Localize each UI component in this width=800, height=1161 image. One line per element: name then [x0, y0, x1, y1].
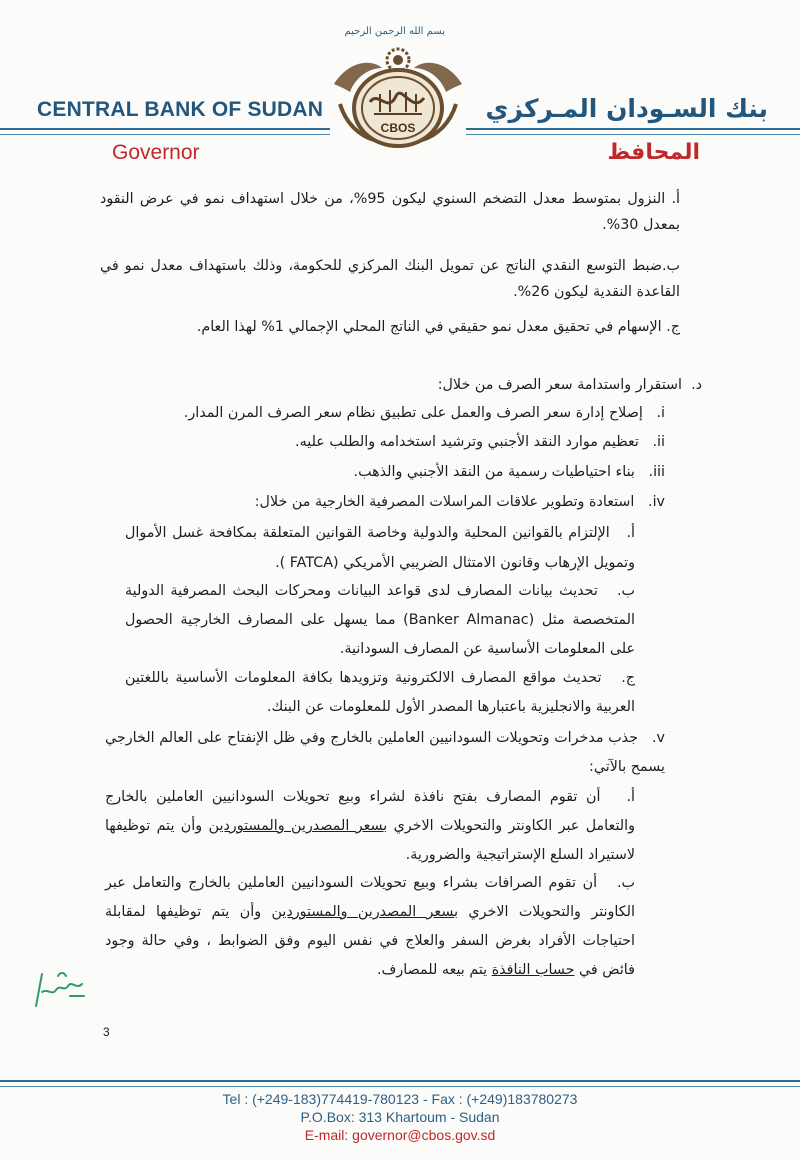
item-marker: iv.	[648, 494, 665, 510]
item-marker: ج.	[666, 319, 680, 335]
header-rule-right-top	[466, 128, 800, 130]
item-text-continued: وأن يتم توظيفها لاستيراد السلع الإستراتيجية والضرورية.	[105, 818, 635, 863]
handwritten-signature	[30, 962, 90, 1012]
list-item	[105, 783, 635, 870]
item-text: الإلتزام بالقوانين المحلية والدولية وخاصة القوانين المتعلقة بمكافحة غسل الأموال وتمويل الإرهاب وقانون الامتثال الضريبي الأمريكي (FATCA ).	[125, 525, 635, 571]
item-text: بناء احتياطيات رسمية من النقد الأجنبي والذهب.	[353, 464, 635, 480]
list-item	[100, 314, 680, 340]
role-ar: المحافظ	[607, 140, 700, 165]
item-marker: أ.	[671, 191, 680, 207]
item-text: استقرار واستدامة سعر الصرف من خلال:	[437, 377, 682, 393]
list-item	[100, 186, 680, 238]
logo-cbos-text: CBOS	[380, 121, 416, 135]
item-text: إصلاح إدارة سعر الصرف والعمل على تطبيق نظام سعر الصرف المرن المدار.	[183, 405, 643, 421]
list-item	[105, 429, 665, 455]
item-text: أن تقوم المصارف بفتح نافذة لشراء وبيع تحويلات السودانيين العاملين بالخارج والتعامل عبر الكاونتر والتحويلات الاخري	[105, 789, 635, 834]
header-rule-left-bottom	[0, 134, 330, 135]
list-item	[105, 489, 665, 515]
list-item	[100, 253, 680, 305]
item-text: تعظيم موارد النقد الأجنبي وترشيد استخدامه والطلب عليه.	[295, 434, 639, 450]
item-marker: ج.	[621, 670, 635, 686]
item-text-continued: وأن يتم توظيفها لمقابلة احتياجات الأفراد بغرض السفر والعلاج في نفس اليوم وفق الضوابط ، وفي حالة وجود فائض في	[105, 904, 635, 978]
item-marker: v.	[651, 730, 665, 746]
item-text: أن تقوم الصرافات بشراء وبيع تحويلات السودانيين العاملين بالخارج والتعامل عبر الكاونتر والتحويلات الاخري	[105, 875, 635, 920]
cbos-emblem-logo	[330, 44, 466, 152]
bank-name-ar: بنك السـودان المـركزي	[485, 94, 768, 123]
list-item	[105, 869, 635, 985]
page-number: 3	[103, 1025, 110, 1039]
header-rule-right-bottom	[466, 134, 800, 135]
item-marker: i.	[656, 405, 665, 421]
list-item	[125, 664, 635, 722]
list-item	[105, 400, 665, 426]
footer-rule-top	[0, 1080, 800, 1082]
item-marker: ii.	[652, 434, 665, 450]
role-en: Governor	[112, 141, 200, 164]
basmala-calligraphy: بسم الله الرحمن الرحيم	[344, 26, 445, 37]
footer-phone: Tel : (+249-183)774419-780123 - Fax : (+249)183780273	[222, 1091, 578, 1107]
underlined-rate-text: بسعر المصدرين والمستوردين	[271, 904, 459, 920]
item-marker: أ.	[626, 525, 635, 541]
footer-rule-bottom	[0, 1086, 800, 1087]
item-text: النزول بمتوسط معدل التضخم السنوي ليكون 95%، من خلال استهداف نمو في عرض النقود بمعدل 30%.	[100, 191, 680, 233]
underlined-rate-text: بسعر المصدرين والمستوردين	[208, 818, 388, 834]
item-marker: د.	[691, 377, 702, 393]
item-text: جذب مدخرات وتحويلات السودانيين العاملين بالخارج وفي ظل الإنفتاح على العالم الخارجي يسمح بالآتي:	[105, 730, 665, 775]
item-text: استعادة وتطوير علاقات المراسلات المصرفية الخارجية من خلال:	[254, 494, 635, 510]
item-text: الإسهام في تحقيق معدل نمو حقيقي في الناتج المحلي الإجمالي 1% لهذا العام.	[196, 319, 662, 335]
list-item	[102, 372, 702, 398]
item-marker: ب.	[661, 258, 680, 274]
item-text-end: يتم بيعه للمصارف.	[377, 962, 492, 978]
list-item	[105, 724, 665, 782]
item-marker: أ.	[626, 789, 636, 805]
footer-address: P.O.Box: 313 Khartoum - Sudan	[300, 1109, 500, 1125]
footer-email: E-mail: governor@cbos.gov.sd	[304, 1127, 496, 1143]
item-marker: iii.	[648, 464, 665, 480]
item-text: تحديث بيانات المصارف لدى قواعد البيانات ومحركات البحث المصرفية الدولية المتخصصة مثل (Banker Almanac) مما يسهل على المصارف الخارجية الحصول على المعلومات الأساسية عن المصارف السودانية.	[125, 583, 635, 657]
item-text: تحديث مواقع المصارف الالكترونية وتزويدها بكافة المعلومات الأساسية باللغتين العربية والانجليزية باعتبارها المصدر الأول للمعلومات عن البنك.	[125, 670, 635, 715]
bank-name-en: CENTRAL BANK OF SUDAN	[37, 98, 324, 121]
list-item	[125, 577, 635, 664]
item-marker: ب.	[616, 875, 635, 891]
list-item	[125, 518, 635, 578]
underlined-account-text: حساب النافذة	[491, 962, 575, 978]
item-marker: ب.	[616, 583, 635, 599]
list-item	[105, 459, 665, 485]
item-text: ضبط التوسع النقدي الناتج عن تمويل البنك المركزي للحكومة، وذلك باستهداف معدل نمو في القاعدة النقدية ليكون 26%.	[100, 258, 680, 300]
header-rule-left-top	[0, 128, 330, 130]
